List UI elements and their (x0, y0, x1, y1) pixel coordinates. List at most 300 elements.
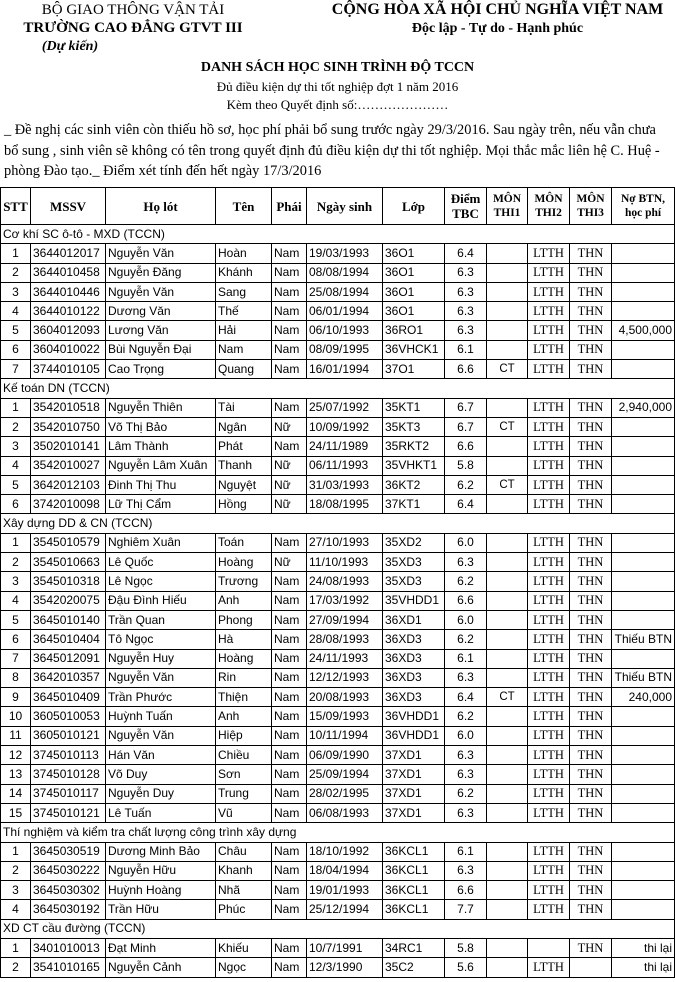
cell-mssv: 3644012017 (31, 244, 106, 263)
cell-phai: Nam (272, 321, 307, 340)
cell-phai: Nam (272, 900, 307, 919)
table-row (1, 475, 675, 494)
cell-mon-thi2: LTTH (528, 610, 570, 629)
table-row (1, 746, 675, 765)
cell-mon-thi2: LTTH (528, 861, 570, 880)
cell-ten: Vũ (216, 803, 272, 822)
cell-mon-thi3: THN (570, 398, 612, 417)
cell-ho-lot: Lương Văn (106, 321, 216, 340)
cell-ngay-sinh: 06/01/1994 (307, 302, 383, 321)
group-row (1, 823, 675, 842)
table-header-row (1, 188, 675, 225)
cell-stt: 1 (1, 398, 31, 417)
cell-phai: Nam (272, 861, 307, 880)
cell-phai: Nữ (272, 553, 307, 572)
group-title: Cơ khí SC ô-tô - MXD (TCCN) (1, 225, 675, 244)
cell-ho-lot: Đinh Thị Thu (106, 475, 216, 494)
cell-mon-thi1 (487, 321, 528, 340)
cell-diem-tbc: 6.3 (445, 765, 487, 784)
cell-mssv: 3645030192 (31, 900, 106, 919)
cell-mssv: 3645012091 (31, 649, 106, 668)
cell-ten: Toán (216, 533, 272, 552)
cell-ho-lot: Nguyễn Huy (106, 649, 216, 668)
cell-ho-lot: Lê Quốc (106, 553, 216, 572)
cell-mssv: 3541010165 (31, 958, 106, 977)
cell-mon-thi2: LTTH (528, 533, 570, 552)
cell-diem-tbc: 6.0 (445, 533, 487, 552)
cell-mssv: 3644010122 (31, 302, 106, 321)
cell-mssv: 3542010027 (31, 456, 106, 475)
cell-diem-tbc: 6.1 (445, 340, 487, 359)
cell-stt: 7 (1, 649, 31, 668)
cell-no-btn (612, 610, 675, 629)
cell-phai: Nam (272, 688, 307, 707)
cell-mssv: 3645010404 (31, 630, 106, 649)
cell-stt: 2 (1, 553, 31, 572)
cell-diem-tbc: 5.8 (445, 938, 487, 957)
group-row (1, 379, 675, 398)
cell-mon-thi3: THN (570, 726, 612, 745)
table-row (1, 784, 675, 803)
cell-mon-thi1 (487, 630, 528, 649)
col-header-stt: STT (1, 188, 31, 225)
cell-mssv: 3604010022 (31, 340, 106, 359)
cell-mon-thi1 (487, 495, 528, 514)
cell-diem-tbc: 6.0 (445, 726, 487, 745)
cell-mon-thi1 (487, 938, 528, 957)
col-header-diem-tbc: Điểm TBC (445, 188, 487, 225)
group-row (1, 514, 675, 533)
cell-mon-thi2: LTTH (528, 321, 570, 340)
cell-lop: 36XD3 (383, 630, 445, 649)
cell-stt: 5 (1, 475, 31, 494)
cell-lop: 36O1 (383, 302, 445, 321)
cell-ngay-sinh: 10/11/1994 (307, 726, 383, 745)
cell-stt: 13 (1, 765, 31, 784)
col-header-ten: Tên (216, 188, 272, 225)
cell-mssv: 3745010128 (31, 765, 106, 784)
cell-diem-tbc: 6.6 (445, 360, 487, 379)
table-row (1, 417, 675, 436)
cell-mon-thi2: LTTH (528, 842, 570, 861)
cell-phai: Nữ (272, 475, 307, 494)
cell-mon-thi3: THN (570, 649, 612, 668)
table-row (1, 803, 675, 822)
cell-no-btn: thi lại (612, 938, 675, 957)
cell-mon-thi1 (487, 456, 528, 475)
cell-phai: Nam (272, 572, 307, 591)
col-header-mon-thi3: MÔN THI3 (570, 188, 612, 225)
cell-mon-thi1 (487, 340, 528, 359)
cell-no-btn (612, 244, 675, 263)
cell-stt: 4 (1, 302, 31, 321)
cell-diem-tbc: 6.4 (445, 495, 487, 514)
cell-ngay-sinh: 16/01/1994 (307, 360, 383, 379)
cell-lop: 36KCL1 (383, 900, 445, 919)
cell-ten: Anh (216, 591, 272, 610)
cell-mon-thi2: LTTH (528, 688, 570, 707)
cell-mon-thi2: LTTH (528, 765, 570, 784)
cell-mon-thi2: LTTH (528, 398, 570, 417)
cell-stt: 8 (1, 668, 31, 687)
cell-mon-thi2: LTTH (528, 803, 570, 822)
cell-phai: Nam (272, 958, 307, 977)
cell-no-btn (612, 900, 675, 919)
cell-phai: Nam (272, 282, 307, 301)
document-subtitle: Đủ điều kiện dự thi tốt nghiệp đợt 1 năm 2016 (216, 79, 459, 94)
cell-ten: Trung (216, 784, 272, 803)
table-row (1, 765, 675, 784)
cell-mssv: 3545010318 (31, 572, 106, 591)
cell-lop: 35KT3 (383, 417, 445, 436)
cell-ho-lot: Nguyễn Văn (106, 726, 216, 745)
cell-ten: Chiều (216, 746, 272, 765)
cell-mon-thi2: LTTH (528, 572, 570, 591)
cell-ngay-sinh: 08/09/1995 (307, 340, 383, 359)
cell-mon-thi3: THN (570, 495, 612, 514)
cell-lop: 35XD3 (383, 572, 445, 591)
cell-no-btn (612, 842, 675, 861)
table-row (1, 340, 675, 359)
cell-phai: Nam (272, 610, 307, 629)
cell-mon-thi2: LTTH (528, 784, 570, 803)
cell-no-btn (612, 726, 675, 745)
cell-lop: 36KCL1 (383, 842, 445, 861)
cell-phai: Nam (272, 630, 307, 649)
cell-stt: 1 (1, 533, 31, 552)
cell-ten: Châu (216, 842, 272, 861)
col-header-mssv: MSSV (31, 188, 106, 225)
cell-mssv: 3645030302 (31, 881, 106, 900)
cell-ho-lot: Nguyễn Lâm Xuân (106, 456, 216, 475)
cell-phai: Nam (272, 668, 307, 687)
cell-stt: 2 (1, 958, 31, 977)
cell-diem-tbc: 6.2 (445, 572, 487, 591)
cell-ho-lot: Võ Thị Bảo (106, 417, 216, 436)
cell-mon-thi1 (487, 591, 528, 610)
cell-mon-thi1 (487, 649, 528, 668)
cell-ngay-sinh: 24/11/1993 (307, 649, 383, 668)
cell-lop: 36XD3 (383, 688, 445, 707)
table-row (1, 842, 675, 861)
cell-mon-thi3: THN (570, 553, 612, 572)
cell-mon-thi3: THN (570, 900, 612, 919)
cell-mssv: 3644010446 (31, 282, 106, 301)
cell-mon-thi2: LTTH (528, 881, 570, 900)
cell-mon-thi1 (487, 746, 528, 765)
student-table (0, 187, 675, 978)
cell-lop: 37XD1 (383, 746, 445, 765)
cell-stt: 15 (1, 803, 31, 822)
cell-diem-tbc: 6.3 (445, 321, 487, 340)
cell-mssv: 3744010105 (31, 360, 106, 379)
cell-mon-thi1 (487, 553, 528, 572)
cell-ngay-sinh: 12/12/1993 (307, 668, 383, 687)
cell-diem-tbc: 6.1 (445, 649, 487, 668)
cell-diem-tbc: 6.6 (445, 881, 487, 900)
col-header-mon-thi2: MÔN THI2 (528, 188, 570, 225)
cell-ten: Hải (216, 321, 272, 340)
cell-diem-tbc: 6.3 (445, 668, 487, 687)
cell-ngay-sinh: 10/7/1991 (307, 938, 383, 957)
cell-mon-thi1: CT (487, 360, 528, 379)
cell-ho-lot: Đậu Đình Hiếu (106, 591, 216, 610)
cell-stt: 4 (1, 591, 31, 610)
cell-mon-thi1 (487, 244, 528, 263)
cell-diem-tbc: 6.4 (445, 688, 487, 707)
cell-lop: 36XD1 (383, 610, 445, 629)
cell-mon-thi3: THN (570, 340, 612, 359)
cell-stt: 1 (1, 938, 31, 957)
cell-ten: Hoàn (216, 244, 272, 263)
cell-mssv: 3401010013 (31, 938, 106, 957)
cell-mon-thi1 (487, 784, 528, 803)
draft-label: (Dự kiến) (41, 39, 99, 54)
cell-mon-thi1 (487, 282, 528, 301)
cell-mon-thi1 (487, 726, 528, 745)
republic-name: CỘNG HÒA XÃ HỘI CHỦ NGHĨA VIỆT NAM (331, 1, 664, 18)
notice-paragraph: _ Đề nghị các sinh viên còn thiếu hồ sơ, học phí phải bổ sung trước ngày 29/3/2016. Sau ngày trên, nếu vẫn chưa bổ sung , sinh viên sẽ không có tên trong quyết định đủ điều kiện dự thi tốt nghiệp. Mọi thắc mắc liên hệ C. Huệ - phòng Đào tạo._ Điểm xét tính đến hết ngày 17/3/2016 (4, 122, 660, 179)
table-row (1, 668, 675, 687)
cell-stt: 1 (1, 244, 31, 263)
cell-ngay-sinh: 18/04/1994 (307, 861, 383, 880)
cell-ten: Ngân (216, 417, 272, 436)
cell-phai: Nam (272, 398, 307, 417)
cell-phai: Nam (272, 649, 307, 668)
cell-ten: Sơn (216, 765, 272, 784)
cell-mon-thi3: THN (570, 688, 612, 707)
cell-ho-lot: Hán Văn (106, 746, 216, 765)
cell-mon-thi2: LTTH (528, 456, 570, 475)
cell-mon-thi3: THN (570, 572, 612, 591)
cell-no-btn (612, 282, 675, 301)
cell-ngay-sinh: 12/3/1990 (307, 958, 383, 977)
cell-diem-tbc: 5.6 (445, 958, 487, 977)
cell-lop: 36XD3 (383, 668, 445, 687)
cell-diem-tbc: 6.7 (445, 417, 487, 436)
cell-diem-tbc: 6.0 (445, 610, 487, 629)
cell-mon-thi2: LTTH (528, 668, 570, 687)
cell-mssv: 3742010098 (31, 495, 106, 514)
table-row (1, 688, 675, 707)
cell-ten: Hoàng (216, 553, 272, 572)
cell-phai: Nam (272, 437, 307, 456)
cell-stt: 2 (1, 417, 31, 436)
cell-ho-lot: Đạt Minh (106, 938, 216, 957)
cell-stt: 3 (1, 282, 31, 301)
cell-ngay-sinh: 27/10/1993 (307, 533, 383, 552)
cell-no-btn (612, 707, 675, 726)
cell-ngay-sinh: 31/03/1993 (307, 475, 383, 494)
cell-mon-thi1 (487, 668, 528, 687)
cell-lop: 37XD1 (383, 765, 445, 784)
cell-phai: Nữ (272, 417, 307, 436)
cell-ten: Quang (216, 360, 272, 379)
cell-mon-thi2: LTTH (528, 726, 570, 745)
cell-mon-thi1: CT (487, 417, 528, 436)
cell-mon-thi3: THN (570, 360, 612, 379)
cell-mon-thi3: THN (570, 244, 612, 263)
cell-mssv: 3644010458 (31, 263, 106, 282)
cell-lop: 35RKT2 (383, 437, 445, 456)
cell-mon-thi2: LTTH (528, 495, 570, 514)
cell-mssv: 3645010409 (31, 688, 106, 707)
cell-diem-tbc: 6.4 (445, 244, 487, 263)
cell-mssv: 3542010518 (31, 398, 106, 417)
cell-mon-thi1: CT (487, 475, 528, 494)
table-row (1, 244, 675, 263)
cell-phai: Nữ (272, 495, 307, 514)
cell-ten: Ngọc (216, 958, 272, 977)
cell-no-btn: Thiếu BTN (612, 668, 675, 687)
cell-diem-tbc: 6.2 (445, 784, 487, 803)
cell-ho-lot: Võ Duy (106, 765, 216, 784)
cell-no-btn (612, 475, 675, 494)
cell-mon-thi2: LTTH (528, 553, 570, 572)
cell-diem-tbc: 6.3 (445, 282, 487, 301)
cell-no-btn (612, 572, 675, 591)
table-row (1, 630, 675, 649)
cell-mon-thi2: LTTH (528, 707, 570, 726)
cell-phai: Nam (272, 340, 307, 359)
group-title: Thí nghiệm và kiểm tra chất lượng công trình xây dựng (1, 823, 675, 842)
cell-no-btn: 2,940,000 (612, 398, 675, 417)
table-row (1, 572, 675, 591)
cell-ten: Khanh (216, 861, 272, 880)
table-row (1, 881, 675, 900)
cell-ho-lot: Cao Trọng (106, 360, 216, 379)
cell-ngay-sinh: 06/09/1990 (307, 746, 383, 765)
cell-no-btn (612, 456, 675, 475)
group-row (1, 225, 675, 244)
cell-stt: 10 (1, 707, 31, 726)
cell-mon-thi2: LTTH (528, 630, 570, 649)
cell-mssv: 3542010750 (31, 417, 106, 436)
cell-ten: Thanh (216, 456, 272, 475)
cell-stt: 4 (1, 456, 31, 475)
cell-phai: Nam (272, 765, 307, 784)
cell-diem-tbc: 6.2 (445, 475, 487, 494)
cell-diem-tbc: 6.3 (445, 553, 487, 572)
cell-ngay-sinh: 18/10/1992 (307, 842, 383, 861)
cell-no-btn: thi lại (612, 958, 675, 977)
table-row (1, 553, 675, 572)
cell-mssv: 3502010141 (31, 437, 106, 456)
cell-ten: Nam (216, 340, 272, 359)
cell-stt: 9 (1, 688, 31, 707)
cell-diem-tbc: 6.2 (445, 630, 487, 649)
cell-mon-thi3 (570, 958, 612, 977)
cell-lop: 35VHKT1 (383, 456, 445, 475)
cell-mssv: 3545010663 (31, 553, 106, 572)
cell-mon-thi3: THN (570, 630, 612, 649)
cell-no-btn (612, 360, 675, 379)
col-header-ngay-sinh: Ngày sinh (307, 188, 383, 225)
table-row (1, 610, 675, 629)
cell-mon-thi1 (487, 610, 528, 629)
cell-stt: 3 (1, 437, 31, 456)
table-row (1, 456, 675, 475)
cell-stt: 1 (1, 842, 31, 861)
cell-mon-thi2: LTTH (528, 958, 570, 977)
table-row (1, 282, 675, 301)
ministry-name: BỘ GIAO THÔNG VẬN TẢI (41, 2, 225, 18)
cell-mon-thi2: LTTH (528, 475, 570, 494)
cell-diem-tbc: 6.7 (445, 398, 487, 417)
cell-mon-thi3: THN (570, 591, 612, 610)
cell-ngay-sinh: 11/10/1993 (307, 553, 383, 572)
cell-ngay-sinh: 27/09/1994 (307, 610, 383, 629)
cell-ho-lot: Trần Quan (106, 610, 216, 629)
cell-diem-tbc: 7.7 (445, 900, 487, 919)
cell-mon-thi3: THN (570, 707, 612, 726)
cell-no-btn (612, 765, 675, 784)
cell-ngay-sinh: 24/11/1989 (307, 437, 383, 456)
document-title: DANH SÁCH HỌC SINH TRÌNH ĐỘ TCCN (200, 60, 475, 75)
cell-no-btn (612, 591, 675, 610)
cell-no-btn: 4,500,000 (612, 321, 675, 340)
table-row (1, 591, 675, 610)
cell-ngay-sinh: 25/07/1992 (307, 398, 383, 417)
decision-reference: Kèm theo Quyết định số:………………… (226, 97, 449, 112)
cell-ten: Phúc (216, 900, 272, 919)
cell-mon-thi1 (487, 533, 528, 552)
cell-phai: Nam (272, 784, 307, 803)
cell-lop: 37O1 (383, 360, 445, 379)
cell-no-btn (612, 803, 675, 822)
cell-stt: 6 (1, 495, 31, 514)
cell-no-btn: Thiếu BTN (612, 630, 675, 649)
cell-no-btn (612, 746, 675, 765)
cell-no-btn (612, 340, 675, 359)
cell-phai: Nam (272, 360, 307, 379)
cell-ten: Trương (216, 572, 272, 591)
table-row (1, 437, 675, 456)
cell-phai: Nam (272, 881, 307, 900)
school-name: TRƯỜNG CAO ĐẲNG GTVT III (23, 20, 243, 36)
cell-mon-thi2: LTTH (528, 282, 570, 301)
cell-phai: Nam (272, 726, 307, 745)
cell-ten: Hoàng (216, 649, 272, 668)
col-header-mon-thi1: MÔN THI1 (487, 188, 528, 225)
header-right (320, 1, 675, 39)
cell-stt: 4 (1, 900, 31, 919)
cell-lop: 36KT2 (383, 475, 445, 494)
col-header-no-btn: Nợ BTN, học phí (612, 188, 675, 225)
cell-mssv: 3545010579 (31, 533, 106, 552)
cell-lop: 36KCL1 (383, 881, 445, 900)
cell-no-btn (612, 417, 675, 436)
cell-ngay-sinh: 15/09/1993 (307, 707, 383, 726)
table-row (1, 263, 675, 282)
table-row (1, 533, 675, 552)
cell-mon-thi1 (487, 398, 528, 417)
cell-mon-thi1 (487, 881, 528, 900)
cell-stt: 6 (1, 630, 31, 649)
cell-mon-thi3: THN (570, 861, 612, 880)
cell-mssv: 3542020075 (31, 591, 106, 610)
table-row (1, 302, 675, 321)
cell-ten: Anh (216, 707, 272, 726)
cell-mon-thi1: CT (487, 688, 528, 707)
cell-ten: Thế (216, 302, 272, 321)
cell-ten: Tài (216, 398, 272, 417)
cell-no-btn (612, 861, 675, 880)
cell-ho-lot: Lâm Thành (106, 437, 216, 456)
cell-mssv: 3642010357 (31, 668, 106, 687)
cell-diem-tbc: 6.3 (445, 746, 487, 765)
cell-ten: Nguyệt (216, 475, 272, 494)
